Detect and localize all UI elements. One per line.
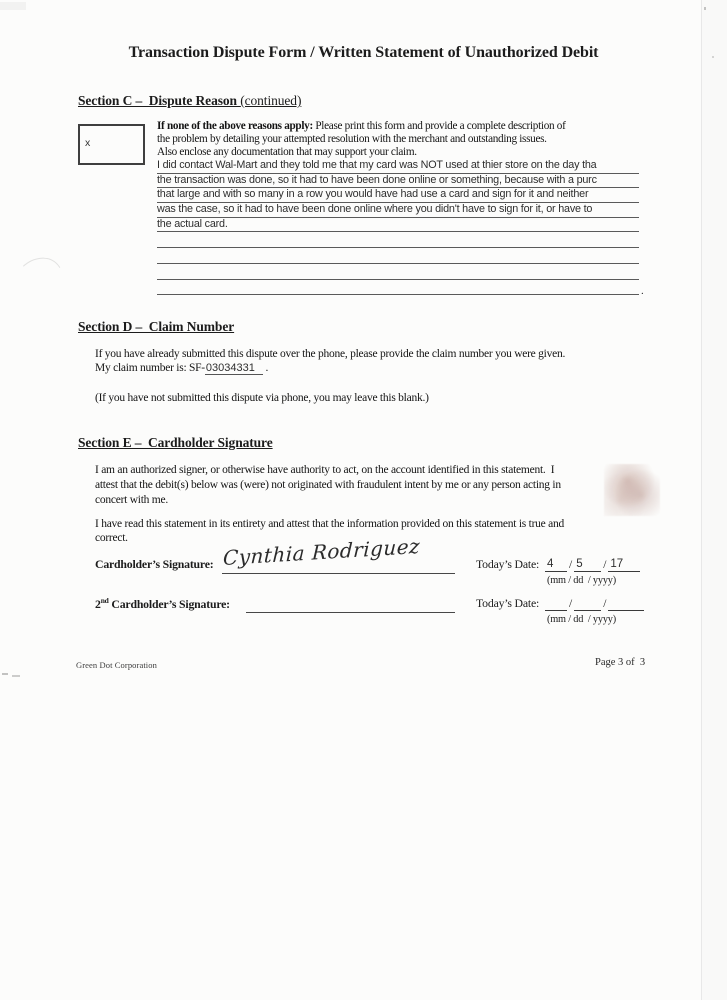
acknowledgement-line: correct. — [95, 531, 128, 544]
instruction-line: the problem by detailing your attempted resolution with the merchant and outstanding issues. — [157, 133, 547, 146]
date-year-blank — [608, 596, 644, 611]
answer-line: was the case, so it had to have been done online where you didn't have to sign for it, or have to — [157, 203, 639, 218]
page-title: Transaction Dispute Form / Written Statement of Unauthorized Debit — [128, 44, 599, 61]
trailing-period: . — [641, 285, 644, 298]
second-sig-number: 2 — [95, 596, 101, 611]
todays-date-label: Today’s Date: — [476, 557, 542, 571]
blank-answer-line — [157, 232, 639, 248]
acknowledgement-line: I have read this statement in its entirety and attest that the information provided on this statement is true and — [95, 518, 564, 530]
claim-line-prefix: My claim number is: SF- — [95, 361, 205, 374]
answer-line: I did contact Wal-Mart and they told me that my card was NOT used at thier store on the day tha — [157, 159, 639, 174]
second-sig-ordinal: nd — [100, 596, 109, 605]
stain-artifact — [604, 464, 660, 516]
date-slash: / — [603, 559, 607, 571]
instruction-line: Also enclose any documentation that may support your claim. — [157, 146, 417, 159]
second-sig-label-rest: Cardholder’s Signature: — [108, 596, 233, 611]
cardholder-signature-handwriting: Cynthia Rodriguez — [222, 533, 421, 571]
second-cardholder-signature-label — [95, 596, 233, 612]
scan-mark — [2, 673, 8, 675]
attestation-line: concert with me. — [95, 493, 168, 506]
claim-paragraph-line: If you have already submitted this dispute over the phone, please provide the claim number you were given. — [95, 348, 566, 360]
todays-date-label: Today’s Date: — [476, 596, 542, 610]
scan-edge-artifact — [0, 2, 26, 10]
date-format-hint: (mm / dd / yyyy) — [547, 575, 616, 586]
attestation-line: I am an authorized signer, or otherwise have authority to act, on the account identified in this statement. I — [95, 464, 555, 476]
signature-line — [246, 612, 455, 613]
answer-line: that large and with so many in a row you would have had use a card and sign for it and neither — [157, 188, 639, 203]
section-d-heading: Section D – Claim Number — [78, 319, 235, 334]
date-day-blank — [574, 596, 601, 611]
date-value-row — [545, 596, 644, 611]
date-slash: / — [569, 598, 573, 610]
attestation-paragraph — [95, 463, 561, 507]
claim-line-suffix: . — [262, 361, 269, 374]
scan-speck — [704, 7, 706, 10]
section-c-heading-bold: Section C – Dispute Reason — [78, 93, 241, 108]
section-e-heading: Section E – Cardholder Signature — [78, 435, 273, 450]
footer-page-number: Page 3 of 3 — [595, 657, 646, 668]
dispute-description-block — [157, 120, 657, 298]
date-day-value: 5 — [574, 557, 601, 572]
blank-answer-line — [157, 280, 644, 298]
claim-paragraph-line — [95, 362, 565, 376]
scan-edge-line — [701, 0, 702, 1000]
answer-line: the actual card. — [157, 218, 639, 233]
paper-crease-artifact — [7, 254, 69, 314]
date-format-hint: (mm / dd / yyyy) — [547, 614, 616, 625]
date-month-blank — [545, 596, 567, 611]
scan-edge-tint — [702, 0, 727, 1000]
answer-line: the transaction was done, so it had to have been done online or something, because with a purc — [157, 174, 639, 189]
instruction-line — [157, 120, 657, 133]
blank-answer-line — [157, 264, 639, 280]
attestation-line: attest that the debit(s) below was (were) not originated with fraudulent intent by me or any person acting in — [95, 478, 561, 491]
claim-paragraph — [95, 348, 565, 376]
date-value-row — [545, 557, 640, 572]
date-year-value: 17 — [608, 557, 640, 572]
date-slash: / — [569, 559, 573, 571]
instruction-line1-rest: Please print this form and provide a complete description of — [312, 120, 566, 132]
section-c-heading-continued: (continued) — [240, 93, 302, 108]
footer-company-name: Green Dot Corporation — [76, 660, 157, 670]
claim-number-value: 03034331 — [205, 362, 263, 375]
other-reason-checkbox — [78, 124, 145, 165]
claim-note: (If you have not submitted this dispute via phone, you may leave this blank.) — [95, 392, 429, 404]
signature-line — [222, 573, 455, 574]
blank-answer-line — [157, 248, 639, 264]
date-month-value: 4 — [545, 557, 567, 572]
instruction-bold-lead: If none of the above reasons apply: — [157, 120, 313, 132]
scan-mark — [12, 675, 20, 677]
date-slash: / — [603, 598, 607, 610]
checkbox-x-mark: x — [85, 137, 91, 149]
cardholder-signature-label: Cardholder’s Signature: — [95, 557, 214, 571]
section-c-heading — [78, 93, 301, 109]
